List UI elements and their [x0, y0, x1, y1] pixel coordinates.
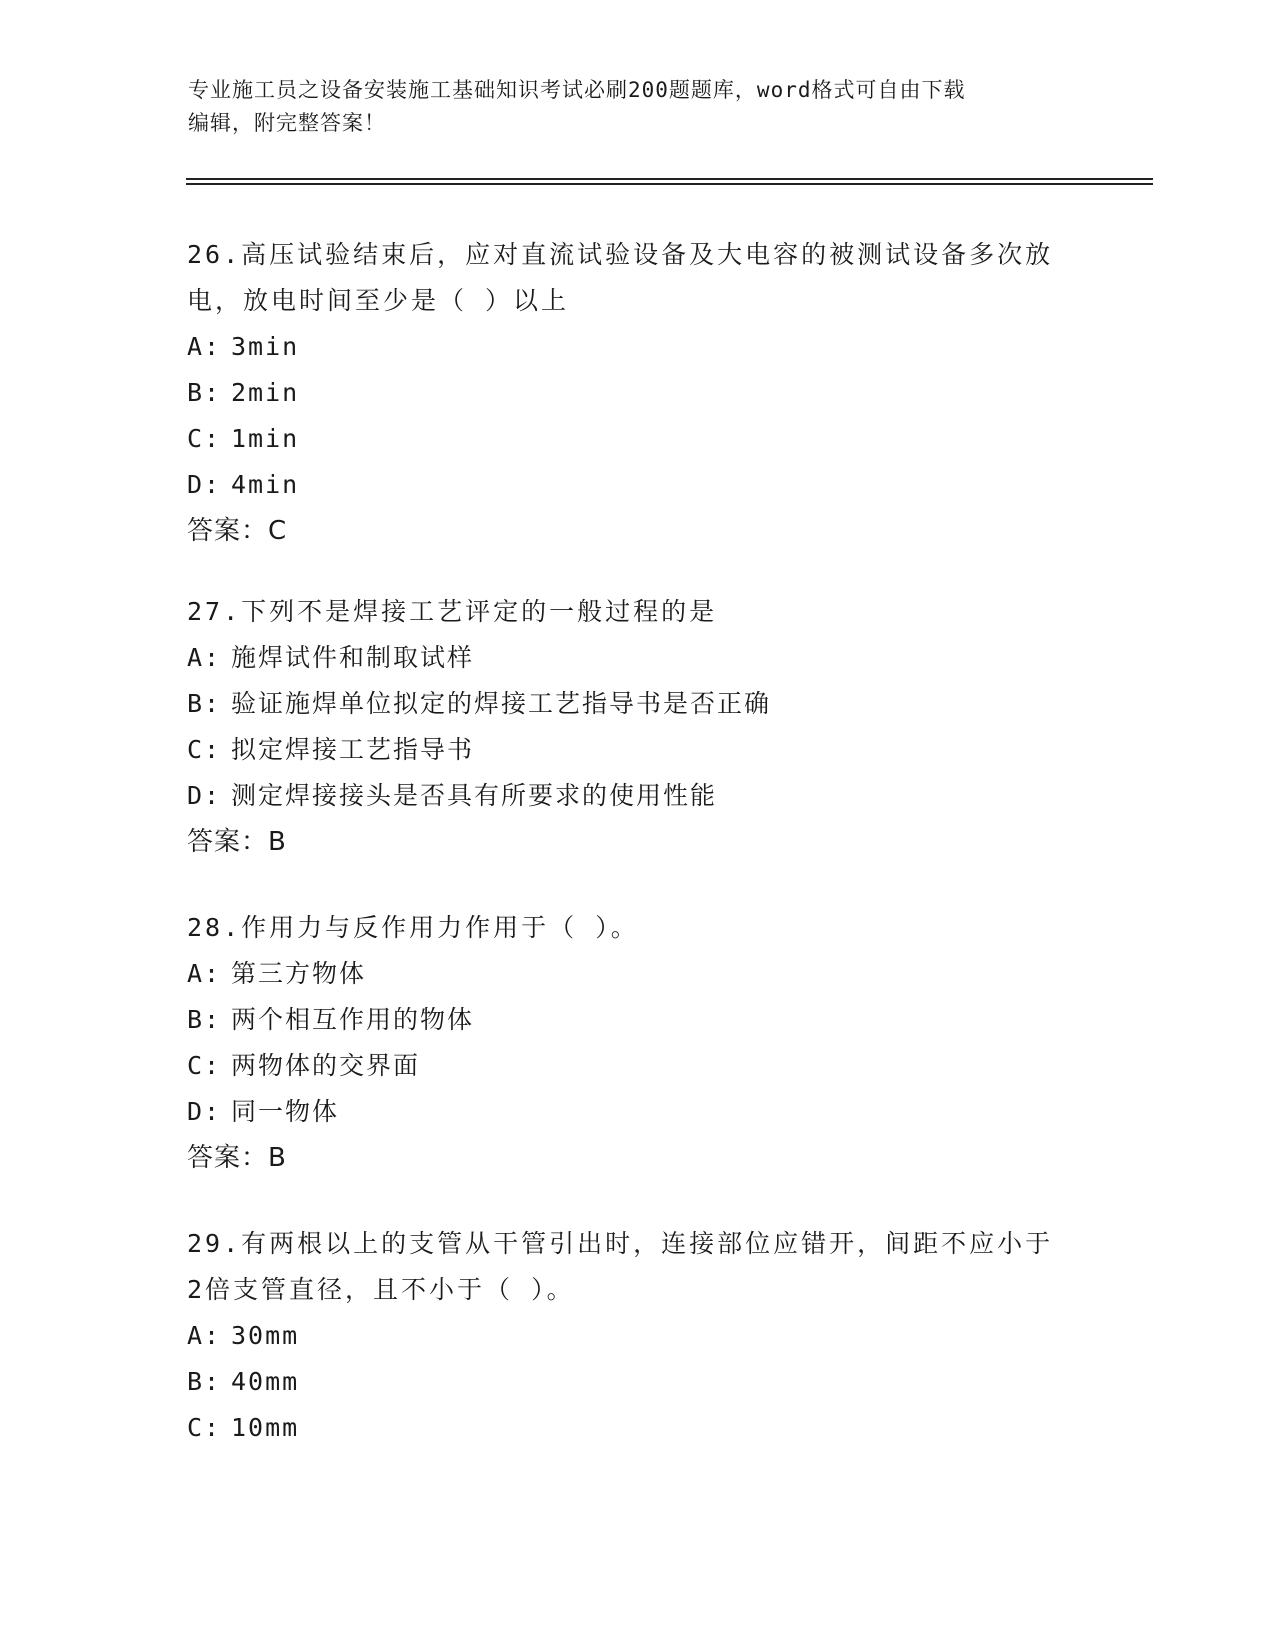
question-stem-line: 28.作用力与反作用力作用于（ ）。 [187, 913, 639, 942]
option-a [187, 1313, 1087, 1359]
option-a [187, 324, 1087, 370]
option-label: B: [187, 378, 222, 407]
header-divider-bottom [186, 183, 1153, 185]
option-text: 同一物体 [231, 1097, 340, 1126]
option-text: 两个相互作用的物体 [231, 1005, 475, 1034]
option-c [187, 1405, 1087, 1451]
option-c [187, 416, 1087, 462]
question-29 [187, 1221, 1087, 1451]
document-header [188, 74, 1088, 140]
option-label: B: [187, 1005, 222, 1034]
option-text: 30mm [231, 1321, 300, 1350]
option-a [187, 951, 1087, 997]
question-27 [187, 589, 1087, 865]
question-stem-line: 电，放电时间至少是（ ）以上 [187, 286, 570, 315]
answer-line: 答案：B [187, 827, 287, 857]
option-text: 测定焊接接头是否具有所要求的使用性能 [231, 781, 718, 810]
question-stem-line: 2倍支管直径，且不小于（ ）。 [187, 1275, 575, 1304]
option-label: D: [187, 781, 222, 810]
option-label: A: [187, 1321, 222, 1350]
option-label: A: [187, 332, 222, 361]
option-text: 1min [231, 424, 300, 453]
option-text: 两物体的交界面 [231, 1051, 421, 1080]
option-label: B: [187, 1367, 222, 1396]
option-label: C: [187, 424, 222, 453]
answer-line: 答案：C [187, 516, 288, 546]
option-d [187, 773, 1087, 819]
option-b [187, 997, 1087, 1043]
option-text: 10mm [231, 1413, 300, 1442]
option-label: C: [187, 735, 222, 764]
option-label: D: [187, 1097, 222, 1126]
header-line-2: 编辑，附完整答案！ [188, 111, 386, 135]
option-text: 2min [231, 378, 300, 407]
option-d [187, 462, 1087, 508]
option-label: C: [187, 1051, 222, 1080]
option-text: 验证施焊单位拟定的焊接工艺指导书是否正确 [231, 689, 772, 718]
question-28 [187, 905, 1087, 1181]
header-line-1: 专业施工员之设备安装施工基础知识考试必刷200题题库，word格式可自由下载 [188, 78, 966, 102]
option-text: 3min [231, 332, 300, 361]
option-b [187, 1359, 1087, 1405]
option-a [187, 635, 1087, 681]
option-d [187, 1089, 1087, 1135]
option-c [187, 727, 1087, 773]
option-b [187, 370, 1087, 416]
option-text: 4min [231, 470, 300, 499]
question-stem-line: 29.有两根以上的支管从干管引出时，连接部位应错开，间距不应小于 [187, 1229, 1054, 1258]
option-text: 施焊试件和制取试样 [231, 643, 475, 672]
answer-line: 答案：B [187, 1143, 287, 1173]
header-divider-top [186, 178, 1153, 180]
question-stem-line: 27.下列不是焊接工艺评定的一般过程的是 [187, 597, 718, 626]
option-label: C: [187, 1413, 222, 1442]
option-c [187, 1043, 1087, 1089]
question-stem-line: 26.高压试验结束后，应对直流试验设备及大电容的被测试设备多次放 [187, 240, 1054, 269]
option-text: 40mm [231, 1367, 300, 1396]
option-label: A: [187, 643, 222, 672]
option-text: 第三方物体 [231, 959, 367, 988]
question-26 [187, 232, 1087, 554]
option-b [187, 681, 1087, 727]
option-text: 拟定焊接工艺指导书 [231, 735, 475, 764]
option-label: A: [187, 959, 222, 988]
option-label: B: [187, 689, 222, 718]
option-label: D: [187, 470, 222, 499]
